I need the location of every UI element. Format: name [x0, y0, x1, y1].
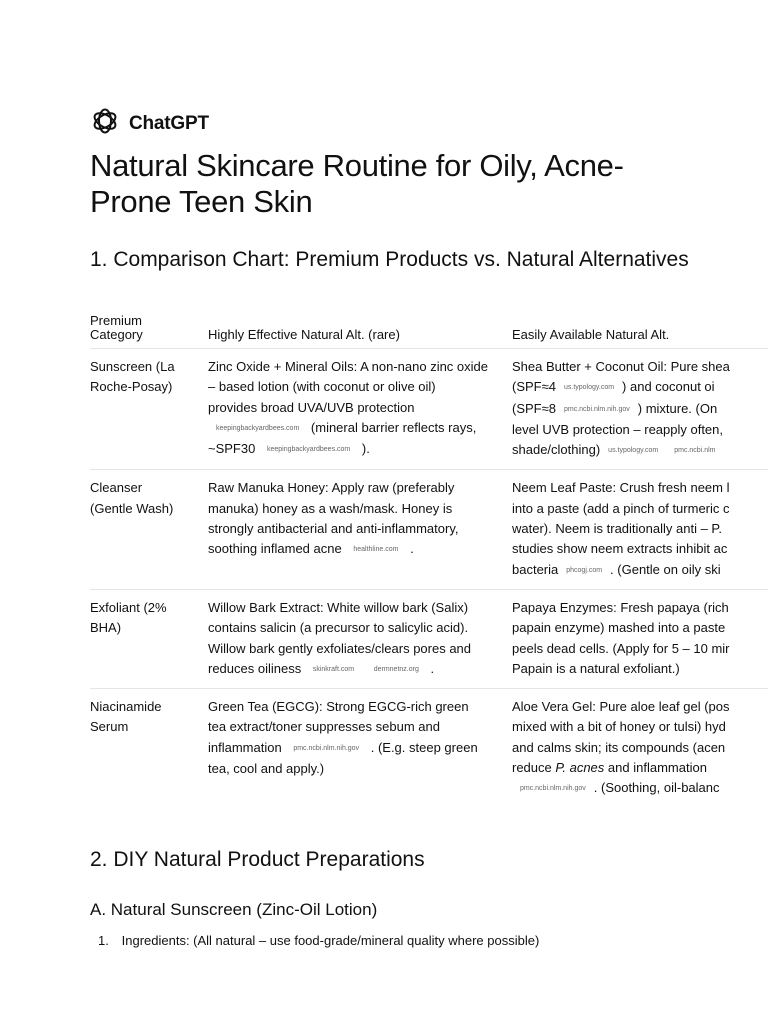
rare-alternative-cell	[208, 689, 512, 808]
cell-text: (SPF≈4	[512, 379, 556, 395]
table-row	[90, 689, 768, 808]
cell-text: . (Soothing, oil-balanc	[593, 780, 720, 796]
table-row	[90, 589, 768, 688]
openai-logo-icon	[90, 106, 120, 141]
category-cell: Exfoliant (2% BHA)	[90, 589, 208, 688]
cell-line: into a paste (add a pinch of turmeric c	[512, 500, 730, 516]
citation-link[interactable]: skinkraft.com	[312, 665, 355, 673]
cell-line: level UVB protection – reapply often,	[512, 421, 724, 437]
cell-text: ) and coconut oi	[622, 379, 715, 395]
rare-alternative-cell	[208, 349, 512, 470]
document-page	[90, 0, 768, 1024]
list-text: Ingredients: (All natural – use food-grade/mineral quality where possible)	[121, 933, 540, 948]
cell-text: bacteria	[512, 561, 559, 577]
cell-text-italic: P. acnes	[555, 760, 605, 776]
cell-text: Green Tea (EGCG): Strong EGCG-rich green tea extract/toner suppresses sebum and inflammation	[208, 699, 469, 755]
cell-text: Zinc Oxide + Mineral Oils: A non-nano zinc oxide – based lotion (with coconut or olive oil) provides broad UVA/UVB protection	[208, 359, 489, 415]
citation-link[interactable]: pmc.ncbi.nlm.nih.gov	[563, 405, 630, 413]
comparison-table	[90, 314, 768, 808]
cell-line: studies show neem extracts inhibit ac	[512, 541, 728, 557]
cell-text: ) mixture. (On	[637, 400, 718, 416]
cell-text: .	[430, 660, 435, 676]
cell-line: papain enzyme) mashed into a paste	[512, 620, 726, 636]
category-cell: Niacinamide Serum	[90, 689, 208, 808]
brand-name: ChatGPT	[129, 112, 209, 134]
citation-link[interactable]: dermnetnz.org	[373, 665, 419, 673]
subsection-heading: A. Natural Sunscreen (Zinc-Oil Lotion)	[90, 900, 378, 919]
cell-line: and calms skin; its compounds (acen	[512, 739, 726, 755]
citation-link[interactable]: phcogj.com	[566, 566, 603, 574]
page-title: Natural Skincare Routine for Oily, Acne-Prone Teen Skin	[90, 148, 624, 219]
cell-text: reduce	[512, 760, 552, 776]
section-heading-diy: 2. DIY Natural Product Preparations	[90, 848, 425, 871]
cell-line: Aloe Vera Gel: Pure aloe leaf gel (pos	[512, 699, 730, 715]
citation-link[interactable]: us.typology.com	[563, 384, 615, 392]
cell-text: ).	[361, 441, 370, 457]
easy-alternative-cell	[512, 689, 768, 808]
cell-line: water). Neem is traditionally anti – P.	[512, 521, 723, 537]
table-row	[90, 349, 768, 470]
section-heading-comparison: 1. Comparison Chart: Premium Products vs. Natural Alternatives	[90, 248, 689, 271]
citation-link[interactable]: healthline.com	[353, 546, 399, 554]
easy-alternative-cell	[512, 470, 768, 589]
cell-line: Neem Leaf Paste: Crush fresh neem l	[512, 480, 730, 496]
table-row	[90, 470, 768, 589]
rare-alternative-cell	[208, 470, 512, 589]
cell-text: . (Gentle on oily ski	[610, 561, 721, 577]
cell-text: . (E.g. steep green tea, cool and apply.)	[208, 739, 478, 777]
cell-text: .	[410, 541, 414, 557]
list-item	[98, 933, 539, 948]
cell-line: Shea Butter + Coconut Oil: Pure shea	[512, 359, 730, 374]
cell-text: shade/clothing)	[512, 442, 601, 458]
rare-alternative-cell	[208, 589, 512, 688]
citation-link[interactable]: us.typology.com	[608, 447, 659, 455]
cell-text: Willow Bark Extract: White willow bark (Salix) contains salicin (a precursor to salicylic acid). Willow bark gently exfoliates/clears pores and reduces oiliness	[208, 599, 472, 676]
citation-link[interactable]: pmc.ncbi.nlm.nih.gov	[293, 744, 360, 752]
column-header: Highly Effective Natural Alt. (rare)	[208, 327, 400, 342]
cell-text: (SPF≈8	[512, 400, 556, 416]
citation-link[interactable]: keepingbackyardbees.com	[266, 446, 351, 454]
cell-text: Raw Manuka Honey: Apply raw (preferably manuka) honey as a wash/mask. Honey is strongly antibacterial and anti-inflammatory, soothing inflamed acne	[208, 480, 459, 557]
easy-alternative-cell	[512, 349, 768, 470]
citation-link[interactable]: keepingbackyardbees.com	[216, 424, 300, 432]
cell-line: peels dead cells. (Apply for 5 – 10 mir	[512, 640, 730, 656]
citation-link[interactable]: pmc.ncbi.nlm	[674, 447, 716, 455]
cell-line: mixed with a bit of honey or tulsi) hyd	[512, 719, 726, 735]
brand-header	[90, 106, 209, 141]
column-header: Premium Category	[90, 313, 143, 342]
category-cell: Cleanser (Gentle Wash)	[90, 470, 208, 589]
table-header-row	[90, 314, 768, 349]
easy-alternative-cell	[512, 589, 768, 688]
cell-text: (mineral barrier reflects rays, ~SPF30	[208, 419, 477, 457]
list-number: 1.	[98, 933, 109, 948]
category-cell: Sunscreen (La Roche-Posay)	[90, 349, 208, 470]
column-header: Easily Available Natural Alt.	[512, 327, 670, 342]
cell-line: Papain is a natural exfoliant.)	[512, 660, 680, 676]
citation-link[interactable]: pmc.ncbi.nlm.nih.gov	[520, 785, 586, 793]
cell-text: and inflammation	[607, 760, 707, 776]
cell-line: Papaya Enzymes: Fresh papaya (rich	[512, 599, 729, 615]
